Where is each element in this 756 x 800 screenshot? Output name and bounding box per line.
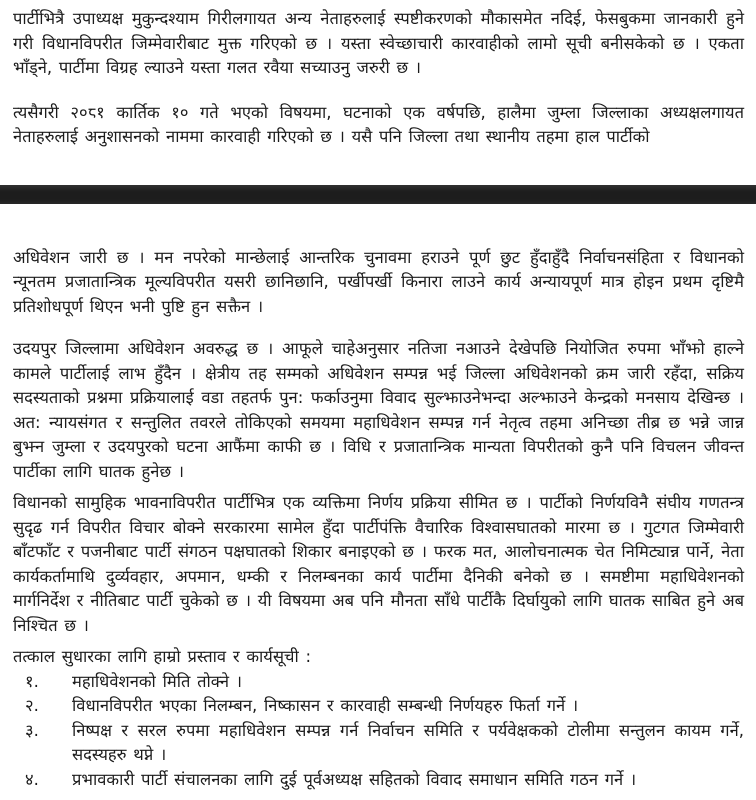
paragraph-1: पार्टीभित्रै उपाध्यक्ष मुकुन्दश्याम गिरीलगायत अन्य नेताहरुलाई स्पष्टीकरणको मौकासमेत नदिई, फेसबुकमा जानकारी हुने गरी विधानविपरीत जिम्मेवारीबाट मुक्त गरिएको छ । यस्ता स्वेच्छाचारी कारवाहीको लामो सूची बनीसकेको छ । एकता भाँड्ने, पार्टीमा विग्रह ल्याउने यस्ता गलत रवैया सच्याउनु जरुरी छ । [13, 9, 744, 77]
page-separator-bar [0, 185, 756, 204]
item-text: विधानविपरीत भएका निलम्बन, निष्कासन र कारवाही सम्बन्धी निर्णयहरु फिर्ता गर्ने । [72, 696, 579, 715]
proposal-item [13, 670, 744, 695]
item-number: ४. [25, 769, 39, 789]
item-text: महाधिवेशनको मिति तोक्ने । [72, 671, 243, 691]
item-number: २. [25, 696, 39, 715]
proposal-list [13, 670, 744, 793]
proposal-item [13, 694, 744, 719]
item-text: प्रभावकारी पार्टी संचालनका लागि दुई पूर्वअध्यक्ष सहितको विवाद समाधान समिति गठन गर्ने । [72, 769, 637, 789]
paragraph-5: विधानको सामुहिक भावनाविपरीत पार्टीभित्र एक व्यक्तिमा निर्णय प्रक्रिया सीमित छ । पार्टीको निर्णयविनै संघीय गणतन्त्र सुदृढ गर्न विपरीत विचार बोक्ने सरकारमा सामेल हुँदा पार्टीपंक्ति वैचारिक विश्वासघातको मारमा छ । गुटगत जिम्मेवारी बाँटफाँट र पजनीबाट पार्टी संगठन पक्षघातको शिकार बनाइएको छ । फरक मत, आलोचनात्मक चेत निमिट्यान्न पार्ने, नेता कार्यकर्तामाथि दुर्व्यवहार, अपमान, धम्की र निलम्बनका कार्य पार्टीमा दैनिकी बनेको छ । समष्टीमा महाधिवेशनको मार्गनिर्देश र नीतिबाट पार्टी चुकेको छ । यी विषयमा अब पनि मौनता साँधे पार्टीकै दिर्घायुको लागि घातक साबित हुने अब निश्चित छ । [13, 493, 744, 635]
paragraph-4: उदयपुर जिल्लामा अधिवेशन अवरुद्ध छ । आफूले चाहेअनुसार नतिजा नआउने देखेपछि नियोजित रुपमा भाँझो हाल्ने कामले पार्टीलाई लाभ हुँदैन । क्षेत्रीय तह सम्मको अधिवेशन सम्पन्न भई जिल्ला अधिवेशनको क्रम जारी रहँदा, सक्रिय सदस्यताको प्रश्नमा प्रक्रियालाई वडा तहतर्फ पुन: फर्काउनुमा विवाद सुल्झाउनेभन्दा अल्झाउने केन्द्रको मनसाय देखिन्छ । अत: न्यायसंगत र सन्तुलित तवरले तोकिएको समयमा महाधिवेशन सम्पन्न गर्न नेतृत्व तहमा अनिच्छा तीब्र छ भन्ने जान्न बुझ्न जुम्ला र उदयपुरको घटना आफैंमा काफी छ । विधि र प्रजातान्त्रिक मान्यता विपरीतको कुनै पनि विचलन जीवन्त पार्टीका लागि घातक हुनेछ । [13, 339, 744, 481]
item-number: ३. [25, 720, 39, 740]
document-page [0, 7, 756, 800]
paragraph-3: अधिवेशन जारी छ । मन नपरेको मान्छेलाई आन्तरिक चुनावमा हराउने पूर्ण छुट हुँदाहुँदै निर्वाचनसंहिता र विधानको न्यूनतम प्रजातान्त्रिक मूल्यविपरीत यसरी छानिछानि, पर्खीपर्खी किनारा लाउने कार्य अन्यायपूर्ण मात्र होइन प्रथम दृष्टिमै प्रतिशोधपूर्ण थिएन भनी पुष्टि हुन सक्तैन । [13, 247, 744, 316]
top-text-section [0, 7, 756, 150]
item-number: १. [25, 671, 39, 691]
proposal-item [13, 719, 744, 768]
item-text: निष्पक्ष र सरल रुपमा महाधिवेशन सम्पन्न गर्न निर्वाचन समिति र पर्यवेक्षकको टोलीमा सन्तुलन कायम गर्ने, सदस्यहरु थप्ने । [72, 720, 744, 764]
proposal-heading: तत्काल सुधारका लागि हाम्रो प्रस्ताव र कार्यसूची : [13, 647, 312, 666]
paragraph-2: त्यसैगरी २०८१ कार्तिक १० गते भएको विषयमा, घटनाको एक वर्षपछि, हालैमा जुम्ला जिल्लाका अध्यक्षलगायत नेताहरुलाई अनुशासनको नाममा कारवाही गरिएको छ । यसै पनि जिल्ला तथा स्थानीय तहमा हाल पार्टीको [13, 102, 744, 146]
bottom-text-section [0, 246, 756, 793]
proposal-item [13, 768, 744, 793]
